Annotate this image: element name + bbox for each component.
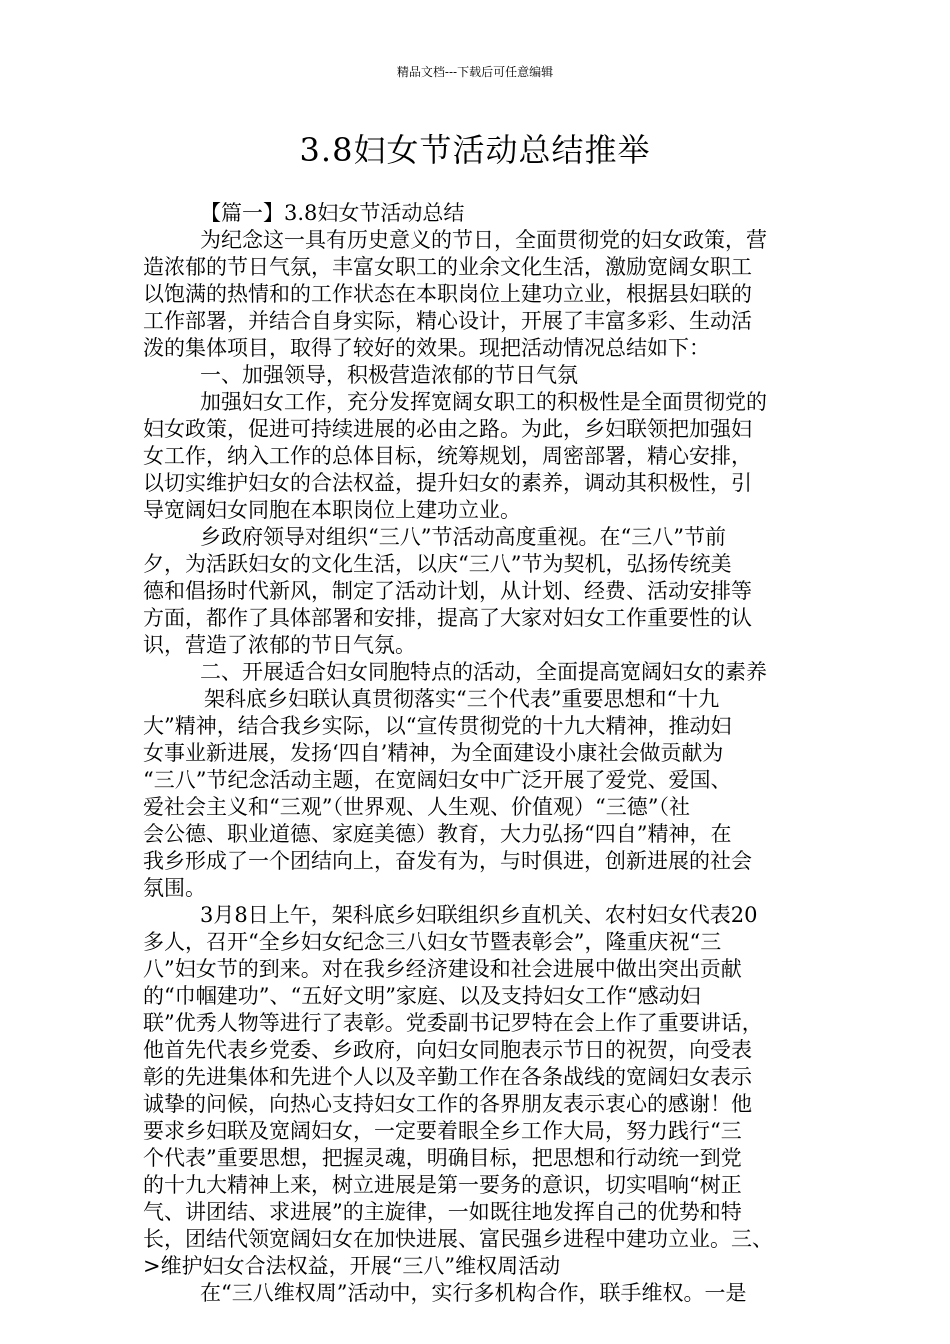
paragraph-line: 个代表”重要思想，把握灵魂，明确目标，把思想和行动统一到党 [143,1146,742,1170]
paragraph-line: 为纪念这一具有历史意义的节日，全面贯彻党的妇女政策，营 [200,228,767,252]
paragraph-line: 德和倡扬时代新风，制定了活动计划，从计划、经费、活动安排等 [143,579,752,603]
paragraph-line: 氛围。 [143,876,206,900]
page-header: 精品文档---下载后可任意编辑 [396,65,554,79]
paragraph-line: 方面，都作了具体部署和安排，提高了大家对妇女工作重要性的认 [143,606,752,630]
paragraph-line: 气、讲团结、求进展”的主旋律，一如既往地发挥自己的优势和特 [143,1200,742,1224]
document-body [143,200,807,1307]
paragraph-line: 女工作，纳入工作的总体目标，统筹规划，周密部署，精心安排， [143,444,752,468]
paragraph-line: 造浓郁的节日气氛，丰富女职工的业余文化生活，激励宽阔女职工 [143,255,752,279]
subsection-heading: 一、加强领导，积极营造浓郁的节日气氛 [200,363,578,387]
subsection-heading: >维护妇女合法权益，开展“三八”维权周活动 [143,1254,561,1278]
paragraph-line: 架科底乡妇联认真贯彻落实“三个代表”重要思想和“十九 [204,687,720,711]
paragraph-line: 八”妇女节的到来。对在我乡经济建设和社会进展中做出突出贡献 [143,957,742,981]
paragraph-line: 夕，为活跃妇女的文化生活，以庆“三八”节为契机，弘扬传统美 [143,552,732,576]
paragraph-line: 识，营造了浓郁的节日气氛。 [143,633,416,657]
paragraph-line: 多人，召开“全乡妇女纪念三八妇女节暨表彰会”，隆重庆祝“三 [143,930,722,954]
document-title: 3.8妇女节活动总结推举 [299,131,651,169]
paragraph-line: 以切实维护妇女的合法权益，提升妇女的素养，调动其积极性，引 [143,471,752,495]
paragraph-line: 工作部署，并结合自身实际，精心设计，开展了丰富多彩、生动活 [143,309,752,333]
paragraph-line: 要求乡妇联及宽阔妇女，一定要着眼全乡工作大局，努力践行“三 [143,1119,742,1143]
paragraph-line: “三八”节纪念活动主题，在宽阔妇女中广泛开展了爱党、爱国、 [143,768,732,792]
paragraph-line: 长，团结代领宽阔妇女在加快进展、富民强乡进程中建功立业。三、 [143,1227,773,1251]
paragraph-line: 3月8日上午，架科底乡妇联组织乡直机关、农村妇女代表20 [200,903,758,927]
paragraph-line: 会公德、职业道德、家庭美德）教育，大力弘扬“四自”精神，在 [143,822,732,846]
paragraph-line: 大”精神，结合我乡实际，以“宣传贯彻党的十九大精神，推动妇 [143,714,732,738]
subsection-heading: 二、开展适合妇女同胞特点的活动，全面提高宽阔妇女的素养 [200,660,767,684]
paragraph-line: 的“巾帼建功”、“五好文明”家庭、以及支持妇女工作“感动妇 [143,984,701,1008]
paragraph-line: 加强妇女工作，充分发挥宽阔女职工的积极性是全面贯彻党的 [200,390,767,414]
paragraph-line: 我乡形成了一个团结向上，奋发有为，与时俱进，创新进展的社会 [143,849,752,873]
paragraph-line: 泼的集体项目，取得了较好的效果。现把活动情况总结如下： [143,336,710,360]
paragraph-line: 彰的先进集体和先进个人以及辛勤工作在各条战线的宽阔妇女表示 [143,1065,752,1089]
paragraph-line: 诚挚的问候，向热心支持妇女工作的各界朋友表示衷心的感谢！他 [143,1092,752,1116]
paragraph-line: 联”优秀人物等进行了表彰。党委副书记罗特在会上作了重要讲话， [143,1011,763,1035]
section-heading: 【篇一】3.8妇女节活动总结 [200,201,465,225]
paragraph-line: 女事业新进展，发扬‘四自’精神，为全面建设小康社会做贡献为 [143,741,724,765]
paragraph-line: 乡政府领导对组织“三八”节活动高度重视。在“三八”节前 [200,525,726,549]
paragraph-line: 导宽阔妇女同胞在本职岗位上建功立业。 [143,498,521,522]
paragraph-line: 他首先代表乡党委、乡政府，向妇女同胞表示节日的祝贺，向受表 [143,1038,752,1062]
paragraph-line: 妇女政策，促进可持续进展的必由之路。为此，乡妇联领把加强妇 [143,417,752,441]
paragraph-line: 在“三八维权周”活动中，实行多机构合作，联手维权。一是 [200,1281,747,1305]
paragraph-line: 以饱满的热情和的工作状态在本职岗位上建功立业，根据县妇联的 [143,282,752,306]
paragraph-line: 爱社会主义和“三观”（世界观、人生观、价值观）“三德”（社 [143,795,690,819]
paragraph-line: 的十九大精神上来，树立进展是第一要务的意识，切实唱响“树正 [143,1173,742,1197]
